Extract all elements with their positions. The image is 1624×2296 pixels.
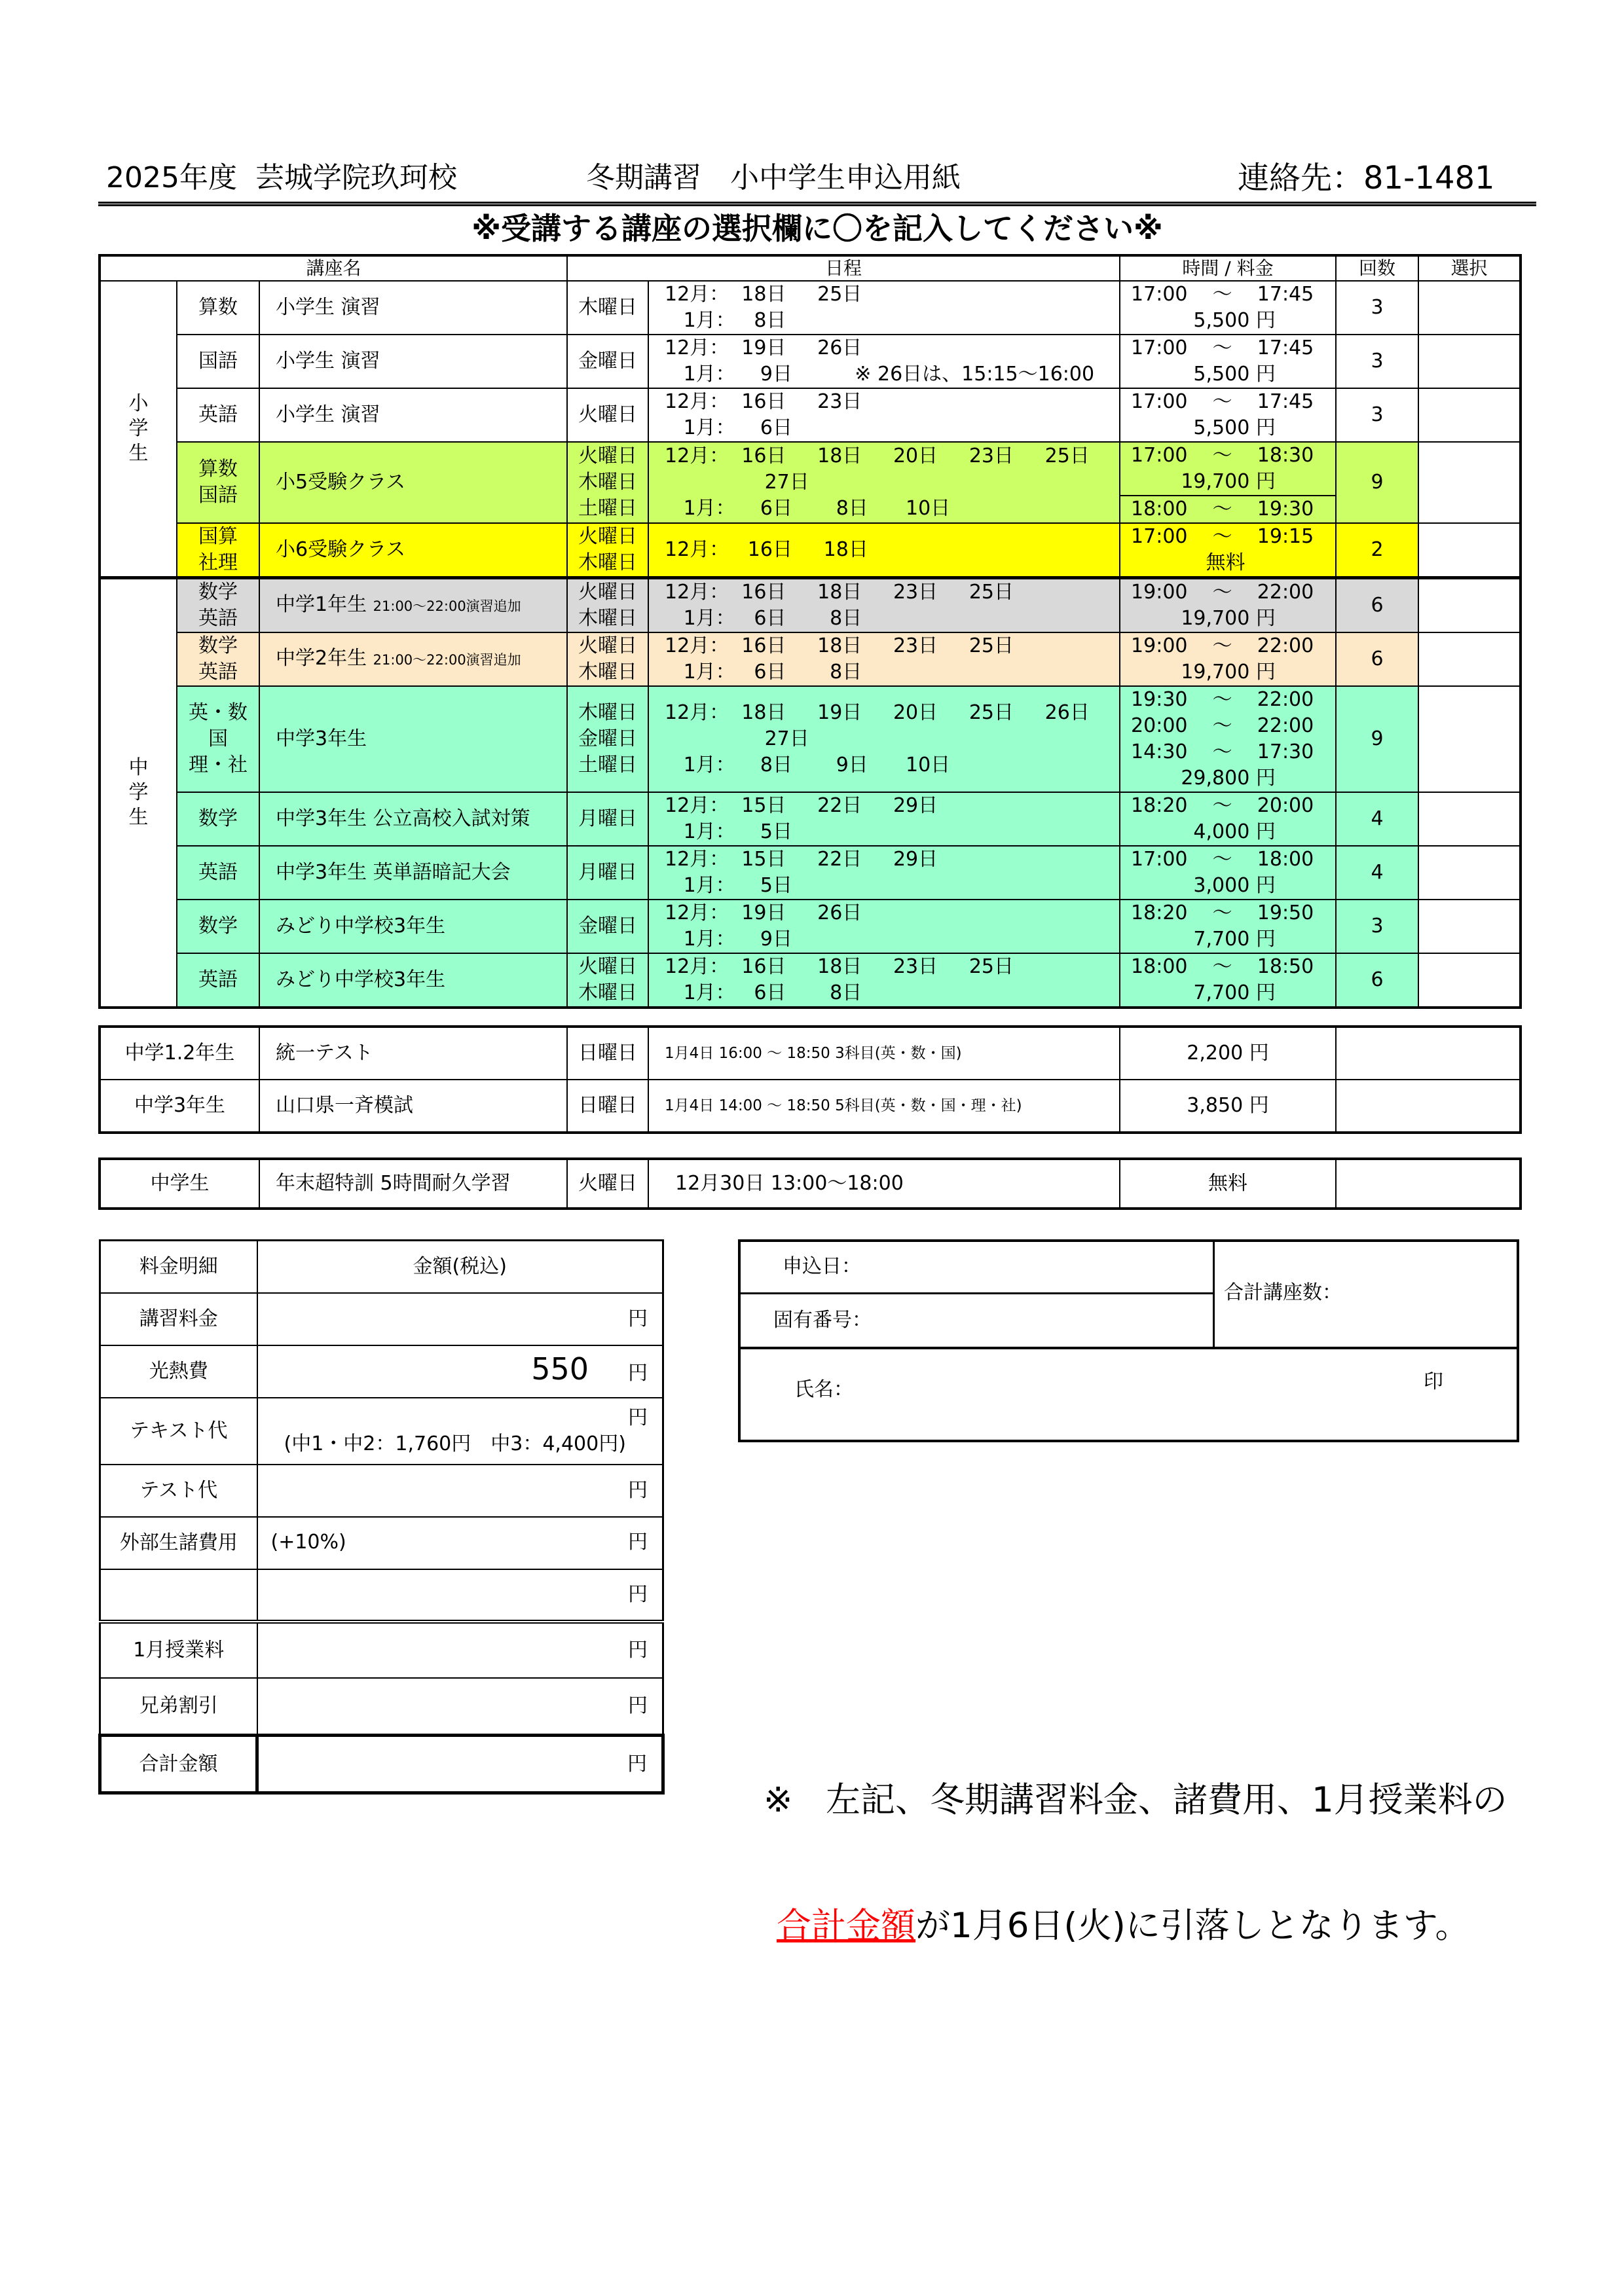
course-name: 小学生 演習 xyxy=(259,335,567,388)
name-field[interactable] xyxy=(741,1349,1517,1440)
fee-header-item: 料金明細 xyxy=(100,1241,257,1293)
yen-unit: 円 xyxy=(628,1307,648,1330)
fee-label xyxy=(100,1569,257,1622)
schedule: 12月： 16日 18日 23日 25日 1月： 6日 8日 xyxy=(648,632,1120,686)
select-cell[interactable] xyxy=(1418,442,1521,523)
weekday: 火曜日 xyxy=(567,1159,648,1209)
subject: 数学 xyxy=(177,792,259,846)
schedule: 12月： 16日 18日 xyxy=(648,523,1120,578)
group-junior: 中 学 生 xyxy=(100,578,177,1008)
yen-unit: 円 xyxy=(628,1694,648,1717)
count: 3 xyxy=(1336,900,1418,953)
course-name: 小5受験クラス xyxy=(259,442,567,523)
fee-amount-field[interactable] xyxy=(257,1678,663,1736)
select-cell[interactable] xyxy=(1418,523,1521,578)
table-row xyxy=(100,1080,1521,1133)
weekday: 火曜日 木曜日 土曜日 xyxy=(567,442,648,523)
test-name: 山口県一斉模試 xyxy=(259,1080,567,1133)
course-name: 小6受験クラス xyxy=(259,523,567,578)
col-count: 回数 xyxy=(1336,255,1418,281)
time-fee: 17:00 ～ 17:45 5,500 円 xyxy=(1120,281,1336,335)
course-note: 21:00～22:00演習追加 xyxy=(373,598,521,614)
schedule: 12月： 15日 22日 29日 1月： 5日 xyxy=(648,846,1120,900)
fee-amount: 550 xyxy=(531,1351,589,1387)
select-cell[interactable] xyxy=(1418,335,1521,388)
notice-line2-rest: が1月6日(火)に引落しとなります。 xyxy=(915,1906,1470,1946)
fee: 2,200 円 xyxy=(1120,1027,1336,1080)
fee-pre: (+10%) xyxy=(270,1530,346,1554)
fee-row xyxy=(100,1345,663,1398)
subject: 数学 英語 xyxy=(177,632,259,686)
applicant-box xyxy=(738,1239,1519,1442)
subject: 算数 国語 xyxy=(177,442,259,523)
weekday: 火曜日 木曜日 xyxy=(567,953,648,1008)
course-name: みどり中学校3年生 xyxy=(259,900,567,953)
fee: 無料 xyxy=(1120,1159,1336,1209)
yen-unit: 円 xyxy=(628,1530,648,1554)
time-fee: 18:20 ～ 19:50 7,700 円 xyxy=(1120,900,1336,953)
id-label: 固有番号： xyxy=(773,1309,872,1332)
fee-row xyxy=(100,1517,663,1569)
select-cell[interactable] xyxy=(1336,1159,1521,1209)
select-cell[interactable] xyxy=(1418,846,1521,900)
subject: 英語 xyxy=(177,388,259,442)
subject: 国算 社理 xyxy=(177,523,259,578)
group-elementary: 小 学 生 xyxy=(100,281,177,578)
fee-label: 外部生諸費用 xyxy=(100,1517,257,1569)
schedule: 12月： 15日 22日 29日 1月： 5日 xyxy=(648,792,1120,846)
weekday: 火曜日 木曜日 xyxy=(567,578,648,633)
fee-header-amount: 金額(税込) xyxy=(257,1241,663,1293)
yen-unit: 円 xyxy=(628,1638,648,1662)
fee-label: 講習料金 xyxy=(100,1293,257,1345)
fee-amount-field[interactable] xyxy=(257,1622,663,1678)
contact: 連絡先：81-1481 xyxy=(1238,160,1495,196)
id-field[interactable] xyxy=(741,1294,1215,1349)
header xyxy=(98,156,1536,204)
table-row xyxy=(100,281,1521,335)
table-header xyxy=(100,255,1521,281)
select-cell[interactable] xyxy=(1418,578,1521,633)
fee-row xyxy=(100,1465,663,1517)
select-cell[interactable] xyxy=(1418,632,1521,686)
subject: 国語 xyxy=(177,335,259,388)
fee-row xyxy=(100,1622,663,1678)
time-fee: 17:00 ～ 19:15 無料 xyxy=(1120,523,1336,578)
weekday: 金曜日 xyxy=(567,335,648,388)
notice-line2 xyxy=(764,1905,1517,1947)
form-title: 冬期講習 小中学生申込用紙 xyxy=(586,161,961,194)
schedule: 1月4日 16:00 ～ 18:50 3科目(英・数・国) xyxy=(648,1027,1120,1080)
fee-label: 兄弟割引 xyxy=(100,1678,257,1736)
schedule: 12月： 16日 23日 1月： 6日 xyxy=(648,388,1120,442)
year-school: 2025年度 芸城学院玖珂校 xyxy=(106,161,457,194)
schedule: 12月： 16日 18日 20日 23日 25日 27日 1月： 6日 8日 10日 xyxy=(648,442,1120,523)
course-name xyxy=(259,578,567,633)
fee-amount-field[interactable] xyxy=(257,1398,663,1465)
col-time-fee: 時間 / 料金 xyxy=(1120,255,1336,281)
select-cell[interactable] xyxy=(1336,1027,1521,1080)
table-row xyxy=(100,1027,1521,1080)
yen-unit: 円 xyxy=(628,1406,648,1429)
fee-label: 1月授業料 xyxy=(100,1622,257,1678)
subject: 数学 xyxy=(177,900,259,953)
fee-row xyxy=(100,1398,663,1465)
weekday: 木曜日 金曜日 土曜日 xyxy=(567,686,648,792)
special-table xyxy=(98,1157,1522,1210)
count: 4 xyxy=(1336,846,1418,900)
count: 3 xyxy=(1336,335,1418,388)
schedule: 1月4日 14:00 ～ 18:50 5科目(英・数・国・理・社) xyxy=(648,1080,1120,1133)
table-row xyxy=(100,442,1521,523)
time-fee xyxy=(1120,442,1336,523)
fee-amount-field[interactable] xyxy=(257,1569,663,1622)
special-name: 年末超特訓 5時間耐久学習 xyxy=(259,1159,567,1209)
table-row xyxy=(100,1159,1521,1209)
weekday: 火曜日 xyxy=(567,388,648,442)
weekday: 月曜日 xyxy=(567,792,648,846)
yen-unit: 円 xyxy=(628,1362,648,1385)
subject: 英・数 国 理・社 xyxy=(177,686,259,792)
count: 9 xyxy=(1336,686,1418,792)
instruction: ※受講する講座の選択欄に〇を記入してください※ xyxy=(471,211,1163,246)
grade: 中学1.2年生 xyxy=(100,1027,259,1080)
weekday: 火曜日 木曜日 xyxy=(567,523,648,578)
select-cell[interactable] xyxy=(1418,953,1521,1008)
seal-mark: 印 xyxy=(1424,1370,1443,1393)
subject: 算数 xyxy=(177,281,259,335)
name-label: 氏名： xyxy=(794,1378,853,1401)
course-name: みどり中学校3年生 xyxy=(259,953,567,1008)
table-row xyxy=(100,632,1521,686)
table-row xyxy=(100,792,1521,846)
test-table xyxy=(98,1025,1522,1134)
time-fee-main: 17:00 ～ 18:30 19,700 円 xyxy=(1120,443,1335,496)
yen-unit: 円 xyxy=(627,1752,647,1776)
fee-header xyxy=(100,1241,663,1293)
time-fee: 18:20 ～ 20:00 4,000 円 xyxy=(1120,792,1336,846)
fee-row xyxy=(100,1678,663,1736)
count: 4 xyxy=(1336,792,1418,846)
test-name: 統一テスト xyxy=(259,1027,567,1080)
count: 2 xyxy=(1336,523,1418,578)
table-row xyxy=(100,335,1521,388)
table-row xyxy=(100,953,1521,1008)
select-cell[interactable] xyxy=(1418,686,1521,792)
table-row xyxy=(100,388,1521,442)
notice xyxy=(764,1696,1517,1989)
yen-unit: 円 xyxy=(628,1582,648,1606)
table-row xyxy=(100,846,1521,900)
time-fee: 17:00 ～ 18:00 3,000 円 xyxy=(1120,846,1336,900)
schedule: 12月： 16日 18日 23日 25日 1月： 6日 8日 xyxy=(648,953,1120,1008)
time-fee: 17:00 ～ 17:45 5,500 円 xyxy=(1120,388,1336,442)
col-schedule: 日程 xyxy=(567,255,1120,281)
subject: 数学 英語 xyxy=(177,578,259,633)
fee-label: テスト代 xyxy=(100,1465,257,1517)
count: 6 xyxy=(1336,632,1418,686)
subject: 英語 xyxy=(177,953,259,1008)
fee-total-row xyxy=(100,1736,663,1793)
course-label: 中学2年生 xyxy=(276,647,367,670)
table-row xyxy=(100,578,1521,633)
course-name xyxy=(259,632,567,686)
total-courses-label: 合計講座数： xyxy=(1224,1281,1342,1304)
count: 6 xyxy=(1336,953,1418,1008)
header-double-rule xyxy=(98,200,1536,206)
time-fee: 19:30 ～ 22:00 20:00 ～ 22:00 14:30 ～ 17:30 29,800 円 xyxy=(1120,686,1336,792)
course-table xyxy=(98,254,1522,1009)
fee-label: 合計金額 xyxy=(100,1736,257,1793)
schedule: 12月： 18日 19日 20日 25日 26日 27日 1月： 8日 9日 10日 xyxy=(648,686,1120,792)
fee-table xyxy=(98,1239,665,1795)
total-courses-field[interactable] xyxy=(1215,1242,1517,1349)
col-course: 講座名 xyxy=(100,255,567,281)
weekday: 日曜日 xyxy=(567,1027,648,1080)
table-row xyxy=(100,686,1521,792)
notice-line1: ※ 左記、冬期講習料金、諸費用、1月授業料の xyxy=(764,1780,1507,1820)
count: 3 xyxy=(1336,388,1418,442)
time-fee: 19:00 ～ 22:00 19,700 円 xyxy=(1120,632,1336,686)
schedule: 12月： 16日 18日 23日 25日 1月： 6日 8日 xyxy=(648,578,1120,633)
grade: 中学3年生 xyxy=(100,1080,259,1133)
time-fee: 18:00 ～ 18:50 7,700 円 xyxy=(1120,953,1336,1008)
time-fee-alt: 18:00 ～ 19:30 xyxy=(1131,498,1314,520)
yen-unit: 円 xyxy=(628,1478,648,1502)
count: 9 xyxy=(1336,442,1418,523)
fee-amount-field[interactable] xyxy=(257,1465,663,1517)
fee-label: 光熱費 xyxy=(100,1345,257,1398)
textbook-note: (中1・中2：1,760円 中3：4,400円) xyxy=(284,1432,626,1455)
fee-label: テキスト代 xyxy=(100,1398,257,1465)
course-name: 中学3年生 英単語暗記大会 xyxy=(259,846,567,900)
course-name: 小学生 演習 xyxy=(259,281,567,335)
subject: 英語 xyxy=(177,846,259,900)
select-cell[interactable] xyxy=(1418,281,1521,335)
select-cell[interactable] xyxy=(1418,792,1521,846)
count: 3 xyxy=(1336,281,1418,335)
weekday: 日曜日 xyxy=(567,1080,648,1133)
notice-highlight: 合計金額 xyxy=(777,1906,915,1946)
course-name: 中学3年生 xyxy=(259,686,567,792)
table-row xyxy=(100,900,1521,953)
course-name: 中学3年生 公立高校入試対策 xyxy=(259,792,567,846)
select-cell[interactable] xyxy=(1336,1080,1521,1133)
table-row xyxy=(100,523,1521,578)
weekday: 木曜日 xyxy=(567,281,648,335)
time-fee: 17:00 ～ 17:45 5,500 円 xyxy=(1120,335,1336,388)
schedule: 12月： 19日 26日 1月： 9日 xyxy=(648,900,1120,953)
schedule: 12月： 18日 25日 1月： 8日 xyxy=(648,281,1120,335)
grade: 中学生 xyxy=(100,1159,259,1209)
course-note: 21:00～22:00演習追加 xyxy=(373,652,521,668)
weekday: 金曜日 xyxy=(567,900,648,953)
fee-amount-field[interactable] xyxy=(257,1293,663,1345)
fee-row xyxy=(100,1569,663,1622)
col-select: 選択 xyxy=(1418,255,1521,281)
fee: 3,850 円 xyxy=(1120,1080,1336,1133)
select-cell[interactable] xyxy=(1418,388,1521,442)
weekday: 火曜日 木曜日 xyxy=(567,632,648,686)
time-fee: 19:00 ～ 22:00 19,700 円 xyxy=(1120,578,1336,633)
fee-row xyxy=(100,1293,663,1345)
select-cell[interactable] xyxy=(1418,900,1521,953)
course-label: 中学1年生 xyxy=(276,593,367,616)
schedule: 12月30日 13:00～18:00 xyxy=(648,1159,1120,1209)
count: 6 xyxy=(1336,578,1418,633)
fee-amount-field[interactable] xyxy=(257,1345,663,1398)
fee-amount-field[interactable] xyxy=(257,1517,663,1569)
schedule: 12月： 19日 26日 1月： 9日 ※ 26日は、15:15～16:00 xyxy=(648,335,1120,388)
date-label: 申込日： xyxy=(783,1255,861,1278)
weekday: 月曜日 xyxy=(567,846,648,900)
total-amount-field[interactable] xyxy=(257,1736,663,1793)
date-field[interactable] xyxy=(741,1242,1215,1294)
course-name: 小学生 演習 xyxy=(259,388,567,442)
